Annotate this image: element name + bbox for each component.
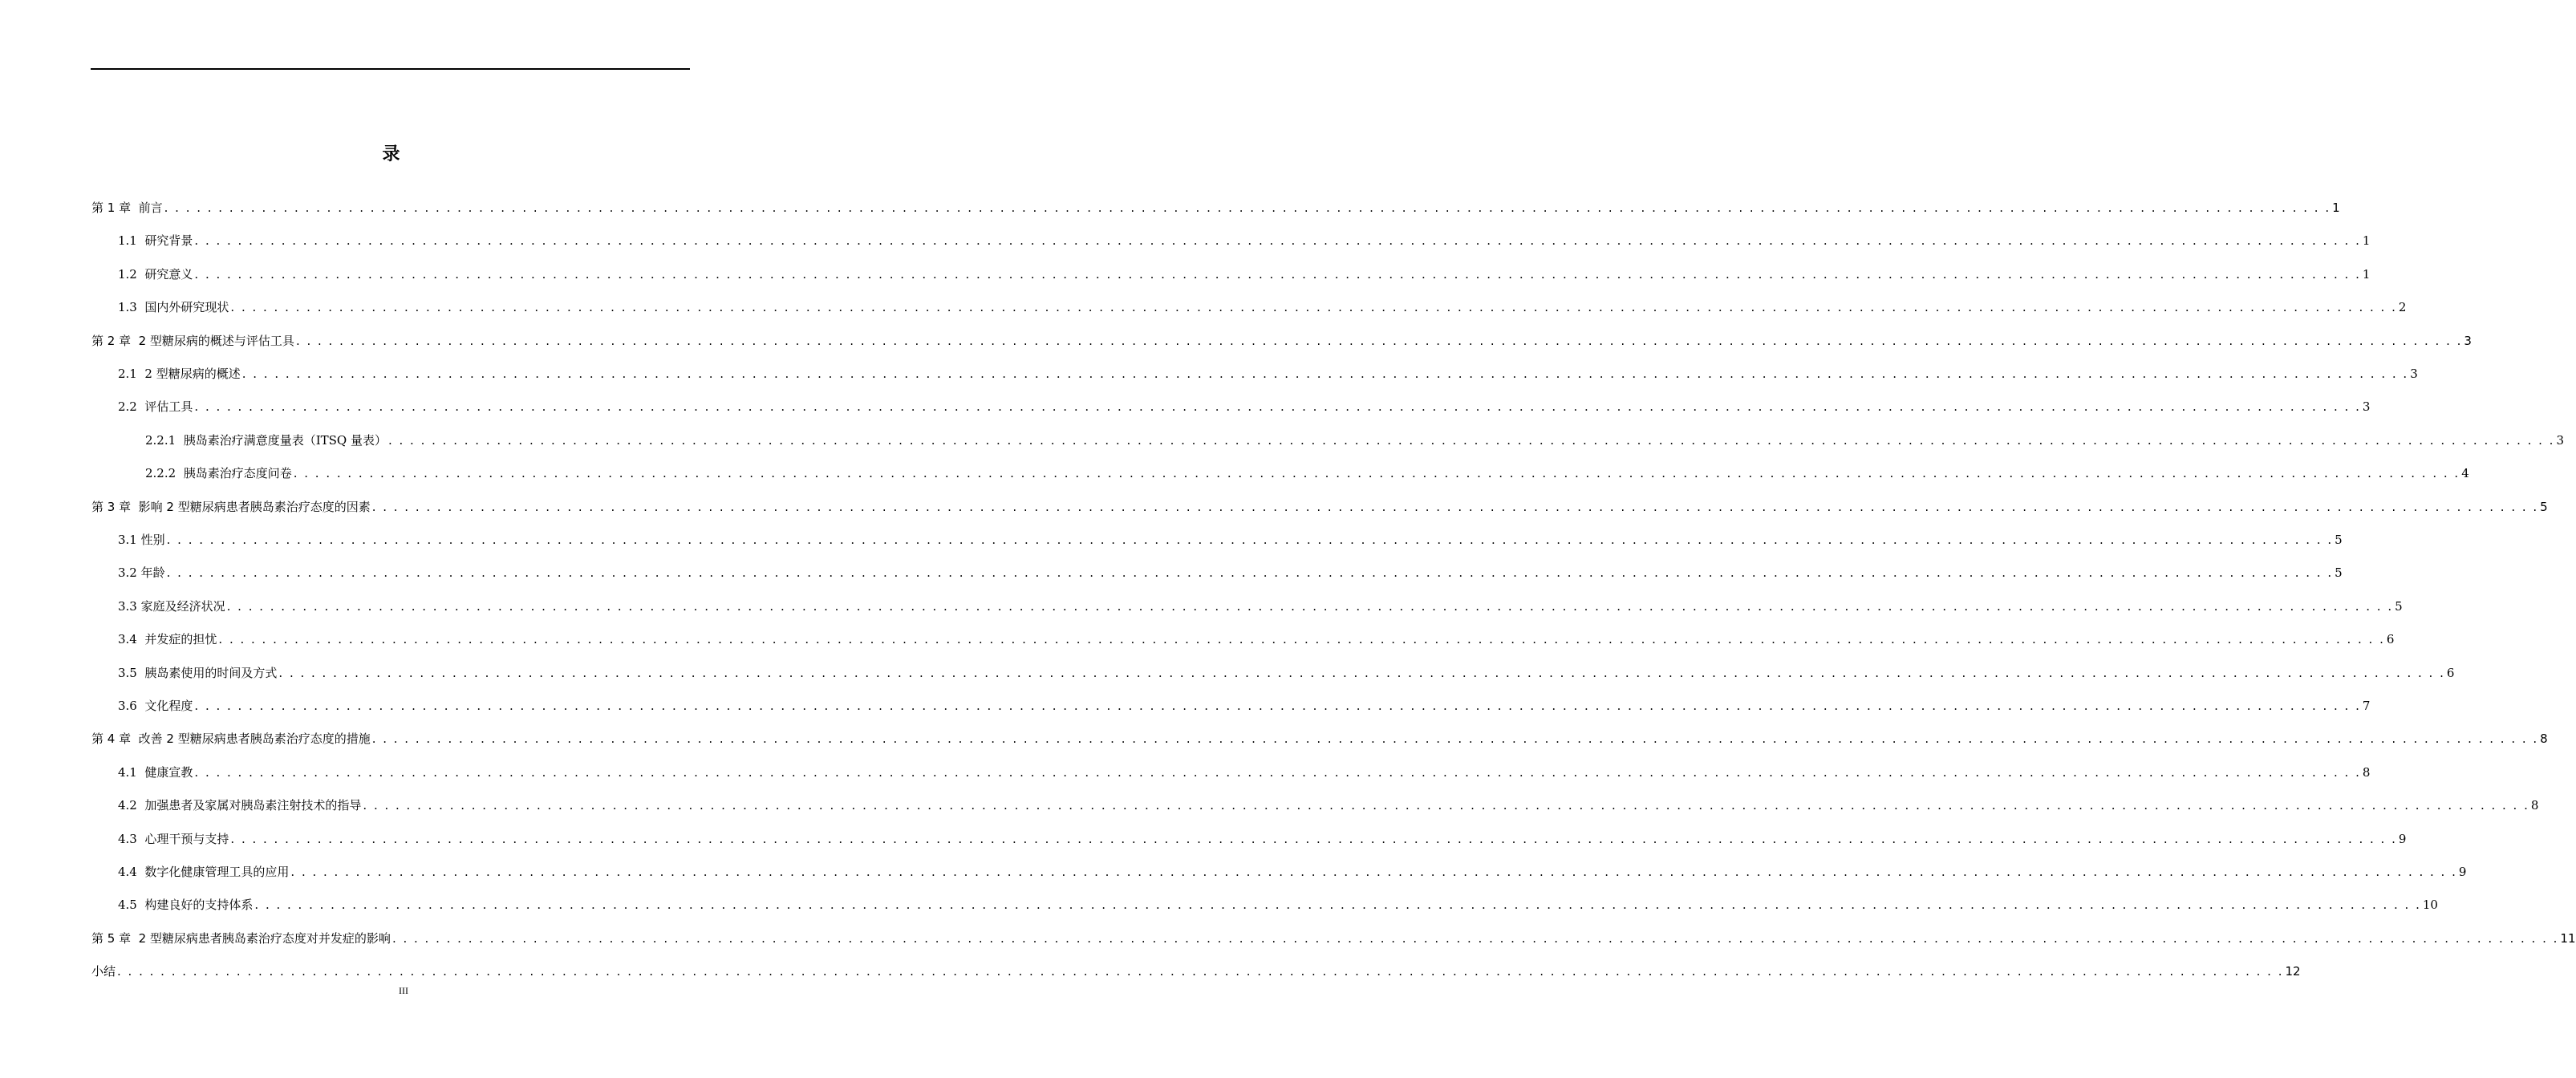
toc-entry-page: 2 [2398, 300, 2407, 315]
toc-entry-title: 2.2.2 胰岛素治疗态度问卷 [145, 466, 292, 481]
toc-entry-page: 1 [2332, 201, 2340, 215]
toc-entry-title: 2.2.1 胰岛素治疗满意度量表（ITSQ 量表） [145, 432, 387, 448]
toc-entry-page: 8 [2362, 764, 2371, 780]
toc-entry[interactable] [118, 230, 2371, 249]
toc-entry-page: 5 [2335, 565, 2343, 581]
toc-entry-title: 4.3 心理干预与支持 [118, 831, 229, 846]
toc-entry[interactable] [118, 562, 2343, 582]
toc-entry-title: 3.2 年龄 [118, 565, 165, 581]
toc-entry[interactable] [91, 496, 2548, 516]
toc-entry-title: 小结 [91, 964, 116, 979]
header-rule [91, 68, 690, 70]
toc-dot-leader: . . . . . . . . . . . . . . . . . . . . . . . . . . . . . . . . . . . . . . . . . . . . . . . . . . . . . . . . . . . . . . . . . . . . . . . . . . . . . . . . . . . . . . . . . . . . . . . . . . . . . . . . . . . . . . . . . . . . . . . . . . . . . . . . . . . . . . . . . . . . . . . . . . . . . . . . . . . . . . . . . . . . . . . . . . . . . . . . . . . . . . . . . . . . . . . . . . . . . . . . [230, 831, 2397, 846]
toc-entry-page: 9 [2398, 831, 2407, 846]
toc-dot-leader: . . . . . . . . . . . . . . . . . . . . . . . . . . . . . . . . . . . . . . . . . . . . . . . . . . . . . . . . . . . . . . . . . . . . . . . . . . . . . . . . . . . . . . . . . . . . . . . . . . . . . . . . . . . . . . . . . . . . . . . . . . . . . . . . . . . . . . . . . . . . . . . . . . . . . . . . . . . . . . . . . . . . . . . . . . . . . . . . . . . . . . . . . . . . . . . . . . . . . . . . [166, 565, 2334, 581]
toc-entry-title: 1.2 研究意义 [118, 266, 193, 282]
toc-entry-page: 5 [2395, 598, 2403, 614]
toc-entry[interactable] [118, 529, 2343, 549]
toc-entry[interactable] [91, 728, 2548, 748]
toc-dot-leader: . . . . . . . . . . . . . . . . . . . . . . . . . . . . . . . . . . . . . . . . . . . . . . . . . . . . . . . . . . . . . . . . . . . . . . . . . . . . . . . . . . . . . . . . . . . . . . . . . . . . . . . . . . . . . . . . . . . . . . . . . . . . . . . . . . . . . . . . . . . . . . . . . . . . . . . . . . . . . . . . . . . . . . . . . . . . . . . . . . . . . . . . . . . . . . . . . . . . . . . . [363, 798, 2529, 813]
toc-entry-title: 3.5 胰岛素使用的时间及方式 [118, 665, 278, 680]
toc-dot-leader: . . . . . . . . . . . . . . . . . . . . . . . . . . . . . . . . . . . . . . . . . . . . . . . . . . . . . . . . . . . . . . . . . . . . . . . . . . . . . . . . . . . . . . . . . . . . . . . . . . . . . . . . . . . . . . . . . . . . . . . . . . . . . . . . . . . . . . . . . . . . . . . . . . . . . . . . . . . . . . . . . . . . . . . . . . . . . . . . . . . . . . . . . . . . . . . . . . . . . . . . [290, 865, 2457, 879]
toc-entry-page: 3 [2464, 333, 2472, 348]
toc-entry-title: 第 5 章 2 型糖尿病患者胰岛素治疗态度对并发症的影响 [91, 930, 391, 946]
toc-entry[interactable] [118, 596, 2403, 615]
toc-entry[interactable] [118, 264, 2371, 283]
toc-entry[interactable] [118, 297, 2407, 316]
toc-dot-leader: . . . . . . . . . . . . . . . . . . . . . . . . . . . . . . . . . . . . . . . . . . . . . . . . . . . . . . . . . . . . . . . . . . . . . . . . . . . . . . . . . . . . . . . . . . . . . . . . . . . . . . . . . . . . . . . . . . . . . . . . . . . . . . . . . . . . . . . . . . . . . . . . . . . . . . . . . . . . . . . . . . . . . . . . . . . . . . . . . . . . . . . . . . . . . . . . . . . . . . . . [218, 632, 2385, 647]
toc-entry[interactable] [118, 695, 2371, 715]
toc-entry[interactable] [118, 894, 2438, 914]
toc-entry[interactable] [118, 629, 2395, 648]
toc-entry[interactable] [118, 663, 2455, 682]
toc-entry-title: 3.3 家庭及经济状况 [118, 598, 225, 614]
toc-dot-leader: . . . . . . . . . . . . . . . . . . . . . . . . . . . . . . . . . . . . . . . . . . . . . . . . . . . . . . . . . . . . . . . . . . . . . . . . . . . . . . . . . . . . . . . . . . . . . . . . . . . . . . . . . . . . . . . . . . . . . . . . . . . . . . . . . . . . . . . . . . . . . . . . . . . . . . . . . . . . . . . . . . . . . . . . . . . . . . . . . . . . . . . . . . . . . . . . . . . . . . . . [295, 333, 2463, 348]
toc-entry-title: 2.2 评估工具 [118, 399, 193, 415]
toc-entry-page: 3 [2410, 367, 2418, 381]
toc-entry-page: 8 [2540, 732, 2548, 747]
toc-dot-leader: . . . . . . . . . . . . . . . . . . . . . . . . . . . . . . . . . . . . . . . . . . . . . . . . . . . . . . . . . . . . . . . . . . . . . . . . . . . . . . . . . . . . . . . . . . . . . . . . . . . . . . . . . . . . . . . . . . . . . . . . . . . . . . . . . . . . . . . . . . . . . . . . . . . . . . . . . . . . . . . . . . . . . . . . . . . . . . . . . . . . . . . . . . . . . . . . . . . . . . . . [194, 399, 2361, 415]
toc-dot-leader: . . . . . . . . . . . . . . . . . . . . . . . . . . . . . . . . . . . . . . . . . . . . . . . . . . . . . . . . . . . . . . . . . . . . . . . . . . . . . . . . . . . . . . . . . . . . . . . . . . . . . . . . . . . . . . . . . . . . . . . . . . . . . . . . . . . . . . . . . . . . . . . . . . . . . . . . . . . . . . . . . . . . . . . . . . . . . . . . . . . . . . . . . . . . . . . . . . . . . . . . [226, 598, 2394, 614]
toc-entry-page: 6 [2446, 665, 2455, 680]
toc-entry-page: 3 [2362, 399, 2371, 415]
toc-entry[interactable] [118, 762, 2371, 781]
toc-dot-leader: . . . . . . . . . . . . . . . . . . . . . . . . . . . . . . . . . . . . . . . . . . . . . . . . . . . . . . . . . . . . . . . . . . . . . . . . . . . . . . . . . . . . . . . . . . . . . . . . . . . . . . . . . . . . . . . . . . . . . . . . . . . . . . . . . . . . . . . . . . . . . . . . . . . . . . . . . . . . . . . . . . . . . . . . . . . . . . . . . . . . . . . . . . . . . . . . . . . . . . . . [241, 367, 2409, 381]
toc-entry-title: 3.1 性别 [118, 533, 165, 547]
toc-entry[interactable] [91, 961, 2301, 980]
toc-dot-leader: . . . . . . . . . . . . . . . . . . . . . . . . . . . . . . . . . . . . . . . . . . . . . . . . . . . . . . . . . . . . . . . . . . . . . . . . . . . . . . . . . . . . . . . . . . . . . . . . . . . . . . . . . . . . . . . . . . . . . . . . . . . . . . . . . . . . . . . . . . . . . . . . . . . . . . . . . . . . . . . . . . . . . . . . . . . . . . . . . . . . . . . . . . . . . . . . . . . . . . . . [293, 466, 2460, 481]
toc-entry[interactable] [91, 330, 2472, 350]
toc-entry-page: 9 [2458, 865, 2467, 879]
toc-dot-leader: . . . . . . . . . . . . . . . . . . . . . . . . . . . . . . . . . . . . . . . . . . . . . . . . . . . . . . . . . . . . . . . . . . . . . . . . . . . . . . . . . . . . . . . . . . . . . . . . . . . . . . . . . . . . . . . . . . . . . . . . . . . . . . . . . . . . . . . . . . . . . . . . . . . . . . . . . . . . . . . . . . . . . . . . . . . . . . . . . . . . . . . . . . . . . . . . . . . . . . . . [371, 732, 2539, 747]
toc-entry-page: 7 [2362, 699, 2371, 713]
toc-dot-leader: . . . . . . . . . . . . . . . . . . . . . . . . . . . . . . . . . . . . . . . . . . . . . . . . . . . . . . . . . . . . . . . . . . . . . . . . . . . . . . . . . . . . . . . . . . . . . . . . . . . . . . . . . . . . . . . . . . . . . . . . . . . . . . . . . . . . . . . . . . . . . . . . . . . . . . . . . . . . . . . . . . . . . . . . . . . . . . . . . . . . . . . . . . . . . . . . . . . . . . . . [391, 930, 2559, 946]
toc-dot-leader: . . . . . . . . . . . . . . . . . . . . . . . . . . . . . . . . . . . . . . . . . . . . . . . . . . . . . . . . . . . . . . . . . . . . . . . . . . . . . . . . . . . . . . . . . . . . . . . . . . . . . . . . . . . . . . . . . . . . . . . . . . . . . . . . . . . . . . . . . . . . . . . . . . . . . . . . . . . . . . . . . . . . . . . . . . . . . . . . . . . . . . . . . . . . . . . . . . . . . . . . [117, 964, 2284, 979]
toc-entry-title: 第 2 章 2 型糖尿病的概述与评估工具 [91, 333, 294, 348]
toc-entry-page: 8 [2530, 798, 2539, 813]
toc-dot-leader: . . . . . . . . . . . . . . . . . . . . . . . . . . . . . . . . . . . . . . . . . . . . . . . . . . . . . . . . . . . . . . . . . . . . . . . . . . . . . . . . . . . . . . . . . . . . . . . . . . . . . . . . . . . . . . . . . . . . . . . . . . . . . . . . . . . . . . . . . . . . . . . . . . . . . . . . . . . . . . . . . . . . . . . . . . . . . . . . . . . . . . . . . . . . . . . . . . . . . . . . [194, 266, 2361, 282]
toc-entry-title: 4.2 加强患者及家属对胰岛素注射技术的指导 [118, 798, 362, 813]
page-number: III [399, 985, 408, 996]
toc-entry-title: 4.5 构建良好的支持体系 [118, 898, 254, 913]
toc-entry-title: 1.3 国内外研究现状 [118, 300, 229, 315]
toc-dot-leader: . . . . . . . . . . . . . . . . . . . . . . . . . . . . . . . . . . . . . . . . . . . . . . . . . . . . . . . . . . . . . . . . . . . . . . . . . . . . . . . . . . . . . . . . . . . . . . . . . . . . . . . . . . . . . . . . . . . . . . . . . . . . . . . . . . . . . . . . . . . . . . . . . . . . . . . . . . . . . . . . . . . . . . . . . . . . . . . . . . . . . . . . . . . . . . . . . . . . . . . . [166, 533, 2334, 547]
toc-dot-leader: . . . . . . . . . . . . . . . . . . . . . . . . . . . . . . . . . . . . . . . . . . . . . . . . . . . . . . . . . . . . . . . . . . . . . . . . . . . . . . . . . . . . . . . . . . . . . . . . . . . . . . . . . . . . . . . . . . . . . . . . . . . . . . . . . . . . . . . . . . . . . . . . . . . . . . . . . . . . . . . . . . . . . . . . . . . . . . . . . . . . . . . . . . . . . . . . . . . . . . . . [164, 201, 2331, 215]
toc-entry-title: 第 4 章 改善 2 型糖尿病患者胰岛素治疗态度的措施 [91, 732, 371, 747]
toc-entry-page: 3 [2556, 432, 2564, 448]
toc-entry-page: 4 [2461, 466, 2469, 481]
toc-entry-title: 4.1 健康宣教 [118, 764, 193, 780]
toc-entry[interactable] [91, 928, 2576, 947]
toc-entry-page: 1 [2362, 233, 2371, 249]
toc-dot-leader: . . . . . . . . . . . . . . . . . . . . . . . . . . . . . . . . . . . . . . . . . . . . . . . . . . . . . . . . . . . . . . . . . . . . . . . . . . . . . . . . . . . . . . . . . . . . . . . . . . . . . . . . . . . . . . . . . . . . . . . . . . . . . . . . . . . . . . . . . . . . . . . . . . . . . . . . . . . . . . . . . . . . . . . . . . . . . . . . . . . . . . . . . . . . . . . . . . . . . . . . [371, 499, 2539, 514]
toc-dot-leader: . . . . . . . . . . . . . . . . . . . . . . . . . . . . . . . . . . . . . . . . . . . . . . . . . . . . . . . . . . . . . . . . . . . . . . . . . . . . . . . . . . . . . . . . . . . . . . . . . . . . . . . . . . . . . . . . . . . . . . . . . . . . . . . . . . . . . . . . . . . . . . . . . . . . . . . . . . . . . . . . . . . . . . . . . . . . . . . . . . . . . . . . . . . . . . . . . . . . . . . . [230, 300, 2397, 315]
toc-entry-page: 10 [2422, 898, 2438, 913]
toc-heading: 录 [382, 144, 400, 164]
toc-entry-title: 2.1 2 型糖尿病的概述 [118, 367, 241, 381]
toc-entry-page: 5 [2540, 499, 2548, 514]
toc-entry-title: 4.4 数字化健康管理工具的应用 [118, 865, 290, 879]
toc-entry[interactable] [145, 430, 2564, 449]
toc-entry-page: 11 [2560, 930, 2576, 946]
toc-dot-leader: . . . . . . . . . . . . . . . . . . . . . . . . . . . . . . . . . . . . . . . . . . . . . . . . . . . . . . . . . . . . . . . . . . . . . . . . . . . . . . . . . . . . . . . . . . . . . . . . . . . . . . . . . . . . . . . . . . . . . . . . . . . . . . . . . . . . . . . . . . . . . . . . . . . . . . . . . . . . . . . . . . . . . . . . . . . . . . . . . . . . . . . . . . . . . . . . . . . . . . . . [387, 432, 2555, 448]
toc-entry-page: 1 [2362, 266, 2371, 282]
toc-dot-leader: . . . . . . . . . . . . . . . . . . . . . . . . . . . . . . . . . . . . . . . . . . . . . . . . . . . . . . . . . . . . . . . . . . . . . . . . . . . . . . . . . . . . . . . . . . . . . . . . . . . . . . . . . . . . . . . . . . . . . . . . . . . . . . . . . . . . . . . . . . . . . . . . . . . . . . . . . . . . . . . . . . . . . . . . . . . . . . . . . . . . . . . . . . . . . . . . . . . . . . . . [194, 699, 2361, 713]
toc-entry-title: 3.6 文化程度 [118, 699, 193, 713]
toc-dot-leader: . . . . . . . . . . . . . . . . . . . . . . . . . . . . . . . . . . . . . . . . . . . . . . . . . . . . . . . . . . . . . . . . . . . . . . . . . . . . . . . . . . . . . . . . . . . . . . . . . . . . . . . . . . . . . . . . . . . . . . . . . . . . . . . . . . . . . . . . . . . . . . . . . . . . . . . . . . . . . . . . . . . . . . . . . . . . . . . . . . . . . . . . . . . . . . . . . . . . . . . . [254, 898, 2421, 913]
toc-dot-leader: . . . . . . . . . . . . . . . . . . . . . . . . . . . . . . . . . . . . . . . . . . . . . . . . . . . . . . . . . . . . . . . . . . . . . . . . . . . . . . . . . . . . . . . . . . . . . . . . . . . . . . . . . . . . . . . . . . . . . . . . . . . . . . . . . . . . . . . . . . . . . . . . . . . . . . . . . . . . . . . . . . . . . . . . . . . . . . . . . . . . . . . . . . . . . . . . . . . . . . . . [194, 764, 2361, 780]
toc-entry-page: 5 [2335, 533, 2343, 547]
toc-entry[interactable] [91, 197, 2340, 217]
toc-entry-title: 第 1 章 前言 [91, 201, 163, 215]
toc-entry[interactable] [145, 463, 2469, 482]
toc-entry-title: 第 3 章 影响 2 型糖尿病患者胰岛素治疗态度的因素 [91, 499, 371, 514]
toc-dot-leader: . . . . . . . . . . . . . . . . . . . . . . . . . . . . . . . . . . . . . . . . . . . . . . . . . . . . . . . . . . . . . . . . . . . . . . . . . . . . . . . . . . . . . . . . . . . . . . . . . . . . . . . . . . . . . . . . . . . . . . . . . . . . . . . . . . . . . . . . . . . . . . . . . . . . . . . . . . . . . . . . . . . . . . . . . . . . . . . . . . . . . . . . . . . . . . . . . . . . . . . . [278, 665, 2445, 680]
toc-dot-leader: . . . . . . . . . . . . . . . . . . . . . . . . . . . . . . . . . . . . . . . . . . . . . . . . . . . . . . . . . . . . . . . . . . . . . . . . . . . . . . . . . . . . . . . . . . . . . . . . . . . . . . . . . . . . . . . . . . . . . . . . . . . . . . . . . . . . . . . . . . . . . . . . . . . . . . . . . . . . . . . . . . . . . . . . . . . . . . . . . . . . . . . . . . . . . . . . . . . . . . . . [194, 233, 2361, 249]
toc-entry[interactable] [118, 861, 2467, 881]
toc-entry[interactable] [118, 363, 2418, 383]
toc-entry[interactable] [118, 396, 2371, 415]
toc-entry[interactable] [118, 795, 2539, 814]
toc-entry[interactable] [118, 829, 2407, 848]
toc-entry-page: 12 [2285, 964, 2301, 979]
toc-entry-title: 1.1 研究背景 [118, 233, 193, 249]
toc-entry-page: 6 [2386, 632, 2395, 647]
toc-entry-title: 3.4 并发症的担忧 [118, 632, 217, 647]
